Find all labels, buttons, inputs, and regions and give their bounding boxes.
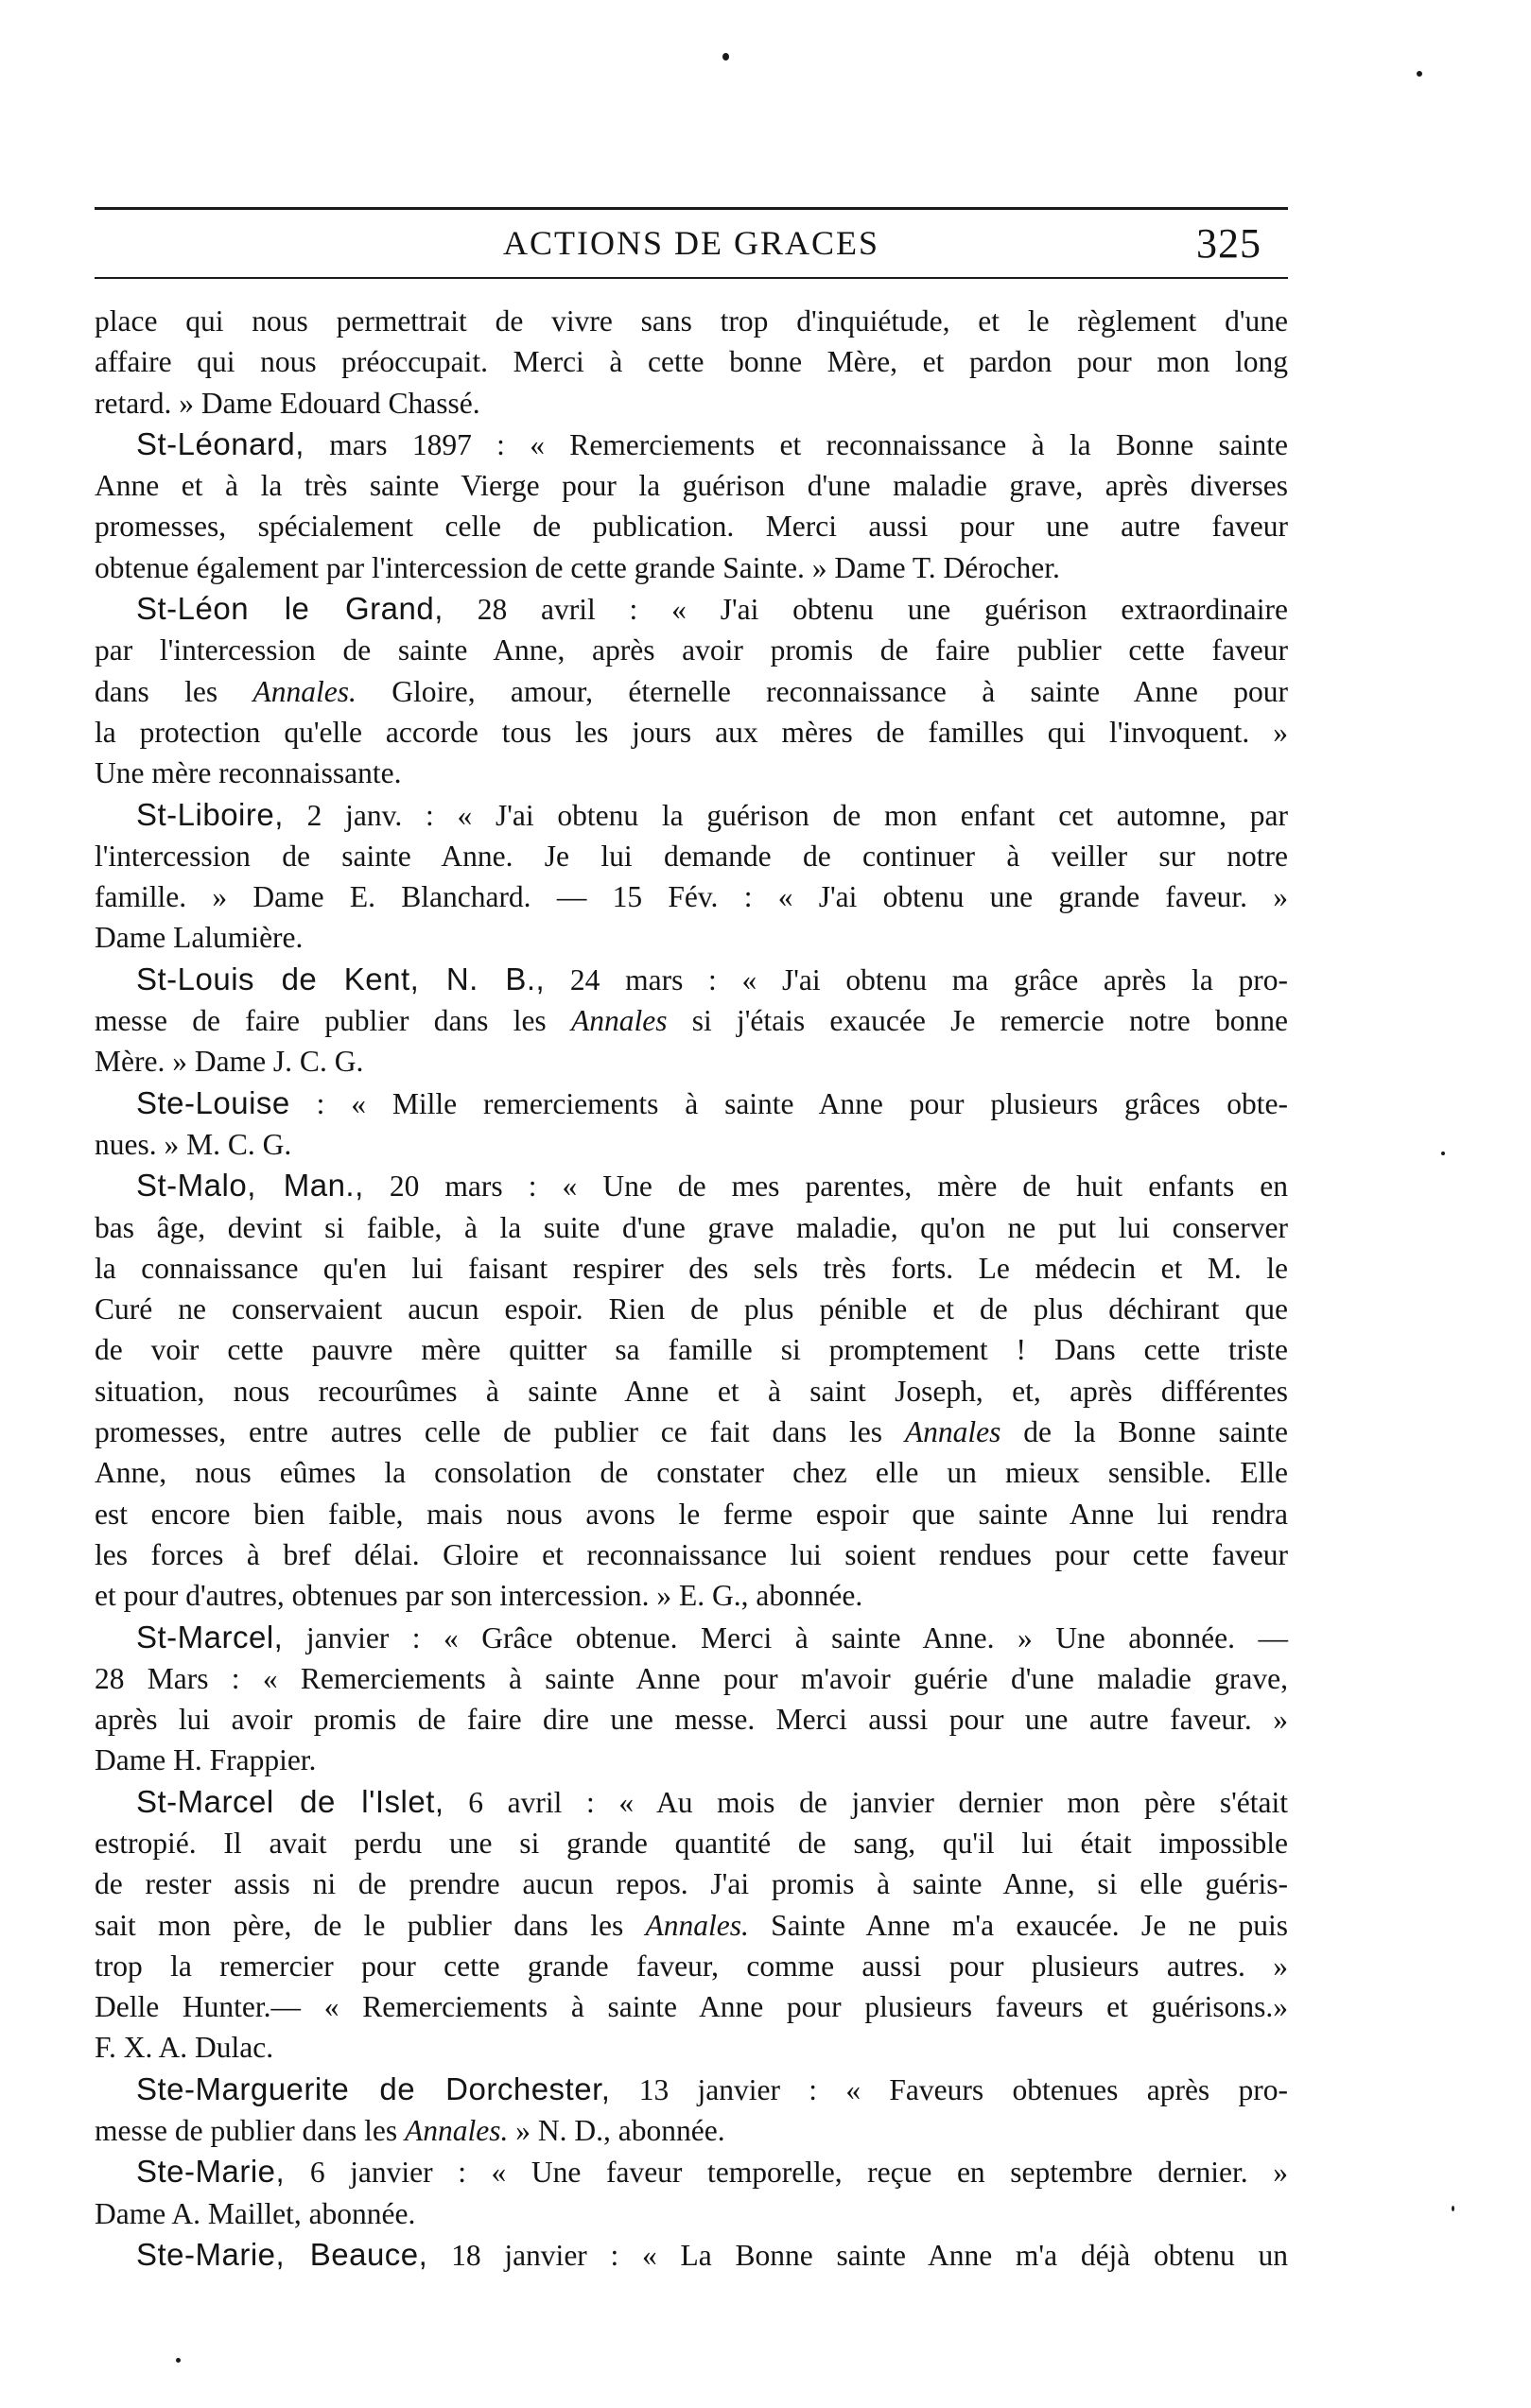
text-run: retard. » Dame Edouard Chassé. (95, 386, 480, 420)
text-line (95, 1740, 1288, 1780)
entry-first-line (95, 1781, 1288, 1823)
entry-first-line (95, 2069, 1288, 2110)
text-run: mars 1897 : « Remerciements et reconnaissance à la Bonne sainte (304, 427, 1288, 461)
italic-title: Annales. (645, 1908, 749, 1942)
text-run: Anne et à la très sainte Vierge pour la guérison d'une maladie grave, après diverses (95, 469, 1288, 503)
text-line (95, 1905, 1288, 1946)
text-line (95, 1575, 1288, 1616)
entry-first-line (95, 424, 1288, 465)
text-run: estropié. Il avait perdu une si grande quantité de sang, qu'il lui était impossible (95, 1826, 1288, 1860)
text-line (95, 506, 1288, 546)
text-line (95, 1494, 1288, 1534)
entry-first-line (95, 588, 1288, 630)
text-line (95, 1041, 1288, 1082)
text-run: affaire qui nous préoccupait. Merci à cette bonne Mère, et pardon pour mon long (95, 345, 1288, 379)
print-speck (722, 53, 729, 61)
text-line (95, 876, 1288, 917)
text-run: trop la remercier pour cette grande faveur, comme aussi pour plusieurs autres. » (95, 1949, 1288, 1983)
text-run: Curé ne conservaient aucun espoir. Rien de plus pénible et de plus déchirant que (95, 1292, 1288, 1326)
text-run: bas âge, devint si faible, à la suite d'une grave maladie, qu'on ne put lui conserver (95, 1210, 1288, 1244)
place-name: Ste-Louise (136, 1084, 290, 1120)
entry-first-line (95, 1083, 1288, 1124)
text-line (95, 712, 1288, 753)
text-run: sait mon père, de le publier dans les (95, 1908, 646, 1942)
text-run: dans les (95, 674, 253, 708)
text-run: place qui nous permettrait de vivre sans trop d'inquiétude, et le règlement d'une (95, 304, 1288, 338)
text-line (95, 1371, 1288, 1412)
text-run: par l'intercession de sainte Anne, après avoir promis de faire publier cette faveur (95, 633, 1288, 667)
text-line (95, 2110, 1288, 2151)
text-line (95, 341, 1288, 382)
text-line (95, 1986, 1288, 2027)
print-speck (1417, 71, 1422, 77)
text-line (95, 1124, 1288, 1165)
place-name: Ste-Marie, Beauce, (136, 2236, 428, 2272)
text-line (95, 1452, 1288, 1493)
place-name: St-Léonard, (136, 425, 304, 461)
place-name: St-Malo, Man., (136, 1168, 364, 1204)
text-run: la connaissance qu'en lui faisant respirer des sels très forts. Le médecin et M. le (95, 1251, 1288, 1285)
place-name: St-Louis de Kent, N. B., (136, 961, 546, 996)
text-run: promesses, entre autres celle de publier ce fait dans les (95, 1415, 905, 1449)
text-run: F. X. A. Dulac. (95, 2031, 274, 2065)
text-run: 6 avril : « Au mois de janvier dernier mon père s'était (444, 1785, 1289, 1819)
italic-title: Annales. (405, 2114, 509, 2148)
italic-title: Annales (570, 1004, 668, 1038)
text-run: et pour d'autres, obtenues par son intercession. » E. G., abonnée. (95, 1579, 863, 1613)
text-line (95, 671, 1288, 712)
text-line (95, 1248, 1288, 1289)
text-line (95, 630, 1288, 670)
running-title: ACTIONS DE GRACES (502, 224, 880, 262)
entry-first-line (95, 959, 1288, 1000)
text-body (95, 301, 1288, 2276)
page-number: 325 (1196, 220, 1261, 267)
text-run: 28 avril : « J'ai obtenu une guérison extraordinaire (443, 593, 1288, 627)
text-run: Dame Lalumière. (95, 921, 304, 955)
print-speck (1441, 1152, 1445, 1155)
text-run: Sainte Anne m'a exaucée. Je ne puis (748, 1908, 1288, 1942)
text-run: après lui avoir promis de faire dire une messe. Merci aussi pour une autre faveur. » (95, 1703, 1288, 1737)
text-run: de la Bonne sainte (1000, 1415, 1288, 1449)
text-line (95, 465, 1288, 506)
text-line (95, 1658, 1288, 1699)
text-run: Delle Hunter.— « Remerciements à sainte Anne pour plusieurs faveurs et guérisons.» (95, 1990, 1288, 2024)
text-line (95, 2027, 1288, 2068)
text-run: situation, nous recourûmes à sainte Anne et à saint Joseph, et, après différentes (95, 1374, 1288, 1408)
text-line (95, 753, 1288, 793)
text-line (95, 1412, 1288, 1452)
text-run: 18 janvier : « La Bonne sainte Anne m'a déjà obtenu un (427, 2238, 1288, 2272)
print-speck (176, 2358, 181, 2363)
place-name: St-Liboire, (136, 796, 284, 832)
text-run: 2 janv. : « J'ai obtenu la guérison de mon enfant cet automne, par (283, 798, 1288, 832)
text-line (95, 1863, 1288, 1904)
header-rule-bottom (95, 277, 1288, 279)
text-run: l'intercession de sainte Anne. Je lui demande de continuer à veiller sur notre (95, 839, 1288, 873)
italic-title: Annales. (252, 674, 357, 708)
text-run: 24 mars : « J'ai obtenu ma grâce après la pro- (545, 962, 1288, 996)
text-line (95, 1207, 1288, 1248)
text-line (95, 1534, 1288, 1575)
entry-first-line (95, 794, 1288, 836)
text-run: est encore bien faible, mais nous avons le ferme espoir que sainte Anne lui rendra (95, 1497, 1288, 1531)
text-run: de voir cette pauvre mère quitter sa famille si promptement ! Dans cette triste (95, 1333, 1288, 1367)
print-speck (1452, 2206, 1454, 2211)
text-run: famille. » Dame E. Blanchard. — 15 Fév. : « J'ai obtenu une grande faveur. » (95, 880, 1288, 914)
italic-title: Annales (904, 1415, 1001, 1449)
text-run: 28 Mars : « Remerciements à sainte Anne pour m'avoir guérie d'une maladie grave, (95, 1661, 1288, 1695)
text-run: messe de faire publier dans les (95, 1004, 571, 1038)
entry-first-line (95, 2151, 1288, 2192)
text-run: » N. D., abonnée. (508, 2114, 725, 2148)
text-line (95, 301, 1288, 341)
text-line (95, 547, 1288, 588)
text-run: Mère. » Dame J. C. G. (95, 1045, 364, 1079)
text-line (95, 1699, 1288, 1740)
place-name: St-Marcel, (136, 1619, 284, 1654)
text-line (95, 1329, 1288, 1370)
text-run: 13 janvier : « Faveurs obtenues après pro- (610, 2072, 1288, 2106)
place-name: St-Léon le Grand, (136, 591, 444, 627)
entry-first-line (95, 1617, 1288, 1658)
text-line (95, 836, 1288, 876)
text-run: Dame A. Maillet, abonnée. (95, 2196, 416, 2230)
text-line (95, 1000, 1288, 1041)
text-run: obtenue également par l'intercession de cette grande Sainte. » Dame T. Dérocher. (95, 550, 1060, 584)
running-header (95, 219, 1288, 276)
text-run: Gloire, amour, éternelle reconnaissance à sainte Anne pour (356, 674, 1289, 708)
text-run: 6 janvier : « Une faveur temporelle, reçue en septembre dernier. » (285, 2156, 1288, 2190)
text-run: 20 mars : « Une de mes parentes, mère de huit enfants en (363, 1169, 1288, 1204)
entry-first-line (95, 1165, 1288, 1206)
text-run: promesses, spécialement celle de publication. Merci aussi pour une autre faveur (95, 510, 1288, 544)
text-run: : « Mille remerciements à sainte Anne pour plusieurs grâces obte- (289, 1086, 1288, 1120)
text-run: de rester assis ni de prendre aucun repos. J'ai promis à sainte Anne, si elle guéris- (95, 1867, 1288, 1901)
text-run: les forces à bref délai. Gloire et reconnaissance lui soient rendues pour cette faveur (95, 1537, 1288, 1571)
text-line (95, 917, 1288, 958)
text-run: janvier : « Grâce obtenue. Merci à sainte Anne. » Une abonnée. — (283, 1620, 1288, 1654)
text-run: messe de publier dans les (95, 2114, 406, 2148)
text-run: la protection qu'elle accorde tous les jours aux mères de familles qui l'invoquent. » (95, 715, 1288, 749)
header-rule-top (95, 207, 1288, 210)
text-run: Une mère reconnaissante. (95, 756, 402, 790)
text-run: Anne, nous eûmes la consolation de constater chez elle un mieux sensible. Elle (95, 1456, 1288, 1490)
text-line (95, 1946, 1288, 1986)
text-line (95, 2193, 1288, 2234)
text-line (95, 1823, 1288, 1863)
text-run: nues. » M. C. G. (95, 1127, 292, 1161)
text-line (95, 1289, 1288, 1329)
text-run: si j'étais exaucée Je remercie notre bonne (667, 1004, 1288, 1038)
text-run: Dame H. Frappier. (95, 1743, 317, 1777)
entry-first-line (95, 2234, 1288, 2276)
place-name: Ste-Marguerite de Dorchester, (136, 2070, 611, 2106)
text-line (95, 383, 1288, 424)
place-name: Ste-Marie, (136, 2154, 286, 2190)
place-name: St-Marcel de l'Islet, (136, 1783, 444, 1819)
